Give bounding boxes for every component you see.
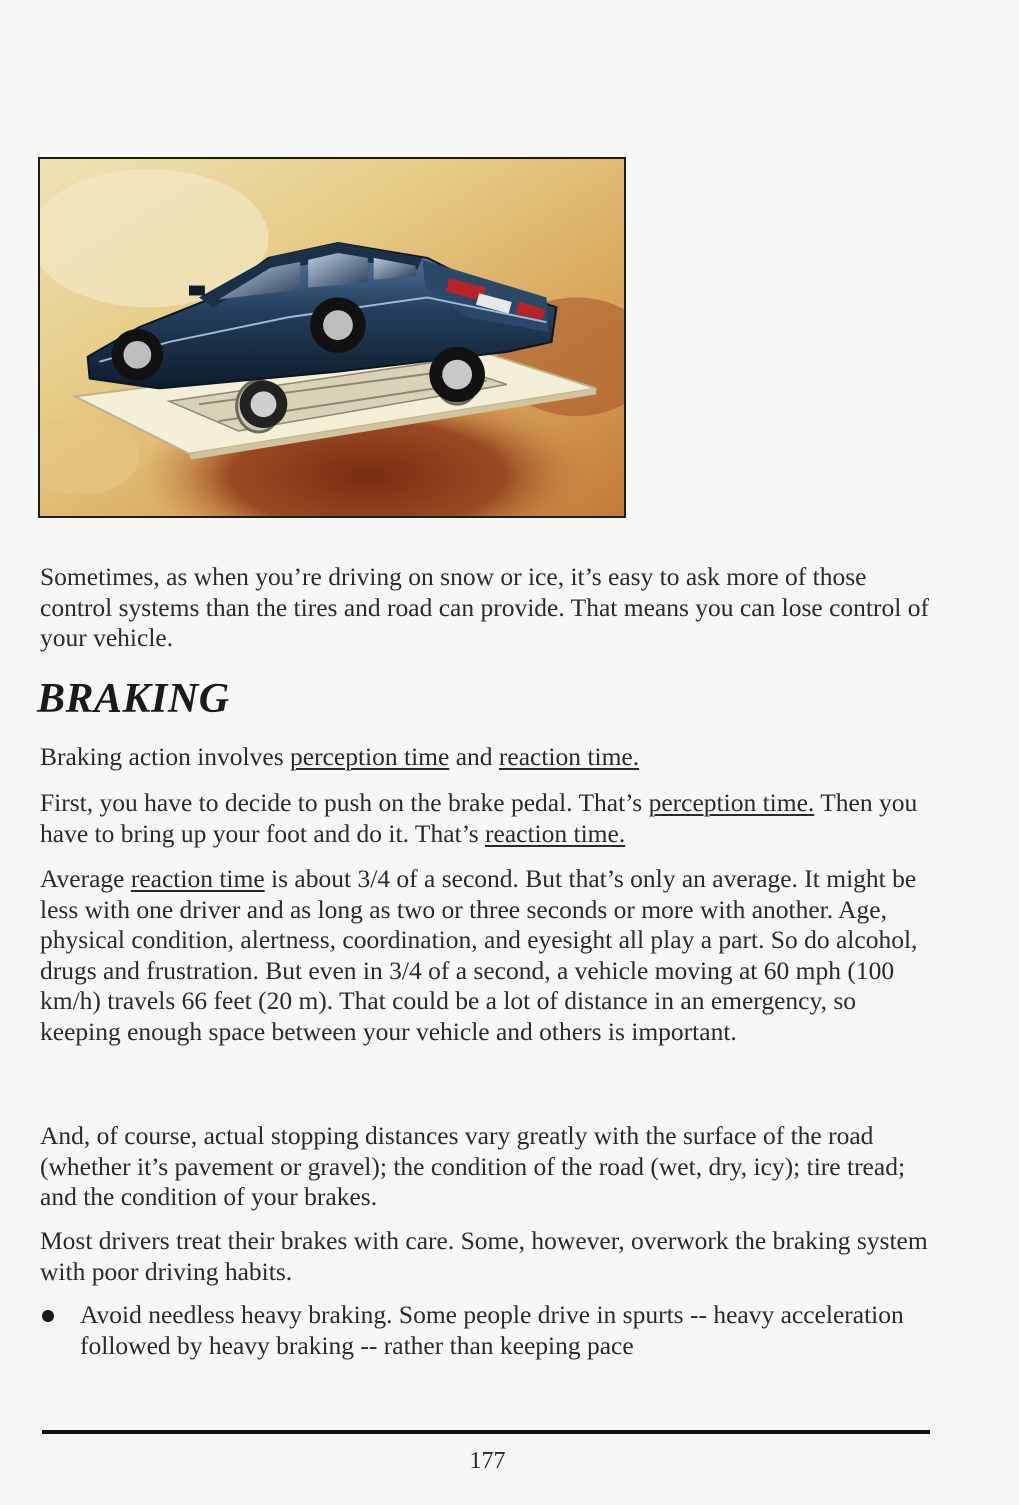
p3-text-a: Average — [40, 864, 131, 893]
p1-text-b: and — [449, 742, 499, 771]
p4-text: And, of course, actual stopping distances vary greatly with the surface of the road (whether it’s pavement or gravel); the condition of the road (wet, dry, icy); tire tread; and the condition of your brakes. — [40, 1121, 906, 1211]
intro-paragraph — [40, 562, 930, 654]
perception-time-term: perception time. — [648, 788, 815, 817]
p5-text: Most drivers treat their brakes with care. Some, however, overwork the braking system with poor driving habits. — [40, 1226, 928, 1286]
section-heading: BRAKING — [37, 676, 230, 722]
paragraph-5 — [40, 1226, 930, 1287]
car-on-platform-picture — [40, 159, 624, 516]
p1-text-a: Braking action involves — [40, 742, 290, 771]
reaction-time-term: reaction time. — [485, 818, 626, 848]
footer-divider — [42, 1430, 930, 1434]
car-illustration — [38, 157, 626, 518]
p2-text-a: First, you have to decide to push on the brake pedal. That’s — [40, 788, 649, 817]
paragraph-4 — [40, 1121, 930, 1213]
p2-text-b: Then you have to bring up your foot and do it. That’s — [40, 788, 918, 848]
page-number: 177 — [469, 1448, 506, 1474]
p3-text-b: is about 3/4 of a second. But that’s only an average. It might be less with one driver and as long as two or three seconds or more with another. Age, physical condition, alertness, coordination, and eyesight all play a part. So do alcohol, drugs and frustration. But even in 3/4 of a second, a vehicle moving at 60 mph (100 km/h) travels 66 feet (20 m). That could be a lot of distance in an emergency, so keeping enough space between your vehicle and others is important. — [40, 864, 918, 1046]
bullet-icon — [42, 1310, 54, 1322]
reaction-time-term: reaction time — [130, 864, 265, 893]
perception-time-term: perception time — [290, 742, 450, 771]
reaction-time-term: reaction time. — [498, 742, 640, 771]
bullet-item — [40, 1300, 930, 1361]
paragraph-2 — [40, 788, 930, 849]
paragraph-3 — [40, 864, 930, 1047]
paragraph-1 — [40, 742, 930, 773]
intro-text: Sometimes, as when you’re driving on snow or ice, it’s easy to ask more of those control systems than the tires and road can provide. That means you can lose control of your vehicle. — [40, 562, 929, 652]
bullet-text: Avoid needless heavy braking. Some people drive in spurts -- heavy acceleration followed by heavy braking -- rather than keeping pace — [80, 1300, 904, 1360]
